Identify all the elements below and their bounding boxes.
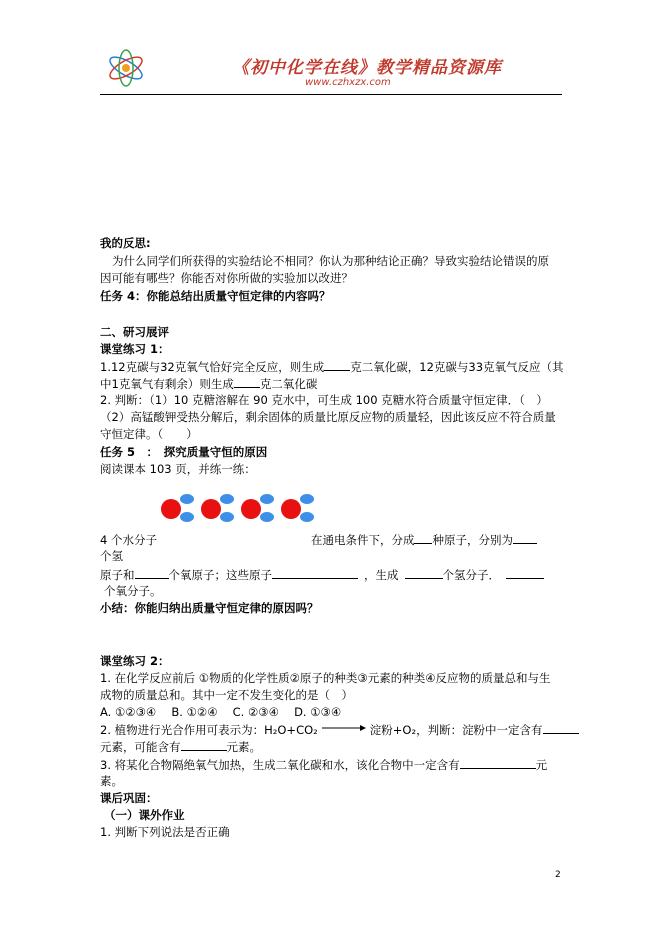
hydrogen-atom (220, 512, 234, 522)
practice2-q1-line2: 成物的质量总和。其中一定不发生变化的是（ ） (100, 688, 353, 702)
banner-title: 《初中化学在线》教学精品资源库 (232, 58, 502, 78)
blank (405, 566, 443, 579)
task5-read: 阅读课本 103 页，并练一练： (100, 462, 256, 476)
practice1-q2-line2: （2）高锰酸钾受热分解后，剩余固体的质量比原反应物的质量轻，因此该反应不符合质量 (100, 410, 556, 424)
header-rule (100, 94, 562, 95)
water-molecule (281, 494, 314, 522)
header-banner (100, 44, 562, 94)
blank (506, 566, 544, 579)
molecule-text-line1: 4 个水分子 在通电条件下，分成 种原子，分别为 (100, 531, 537, 548)
task5-heading: 任务 5 ： 探究质量守恒的原因 (100, 445, 268, 459)
summary: 小结：你能归纳出质量守恒定律的原因吗？ (100, 601, 319, 615)
practice2-q1-line1: 1. 在化学反应前后 ①物质的化学性质②原子的种类③元素的种类④反应物的质量总和与生 (100, 671, 551, 685)
blank (414, 531, 432, 544)
blank (272, 566, 358, 579)
practice2-heading: 课堂练习 2： (100, 654, 170, 668)
molecule-text-line4: 个氧分子。 (104, 584, 162, 598)
banner-url: www.czhxzx.com (305, 77, 391, 88)
hydrogen-atom (180, 494, 194, 504)
hydrogen-atom (220, 494, 234, 504)
practice1-q1-line2: 中1克氧气有剩余）则生成 克二氧化碳 (100, 377, 318, 391)
molecule-text-line2: 个氢 (100, 549, 123, 563)
reflection-line-2: 因可能有哪些？你能否对你所做的实验加以改进？ (100, 271, 353, 285)
blank (513, 531, 537, 544)
reflection-heading: 我的反思: (100, 236, 151, 250)
practice1-q2-line3: 守恒定律。（ ） (100, 427, 198, 441)
molecule-text-line3: 原子和 个氧原子；这些原子 ，生成 个氢分子． (100, 566, 544, 583)
practice2-q3-line1: 3. 将某化合物隔绝氧气加热，生成二氧化碳和水，该化合物中一定含有 元 (100, 758, 548, 772)
oxygen-atom (201, 499, 221, 519)
practice2-options: A. ①②③④ B. ①②④ C. ②③④ D. ①③④ (100, 705, 342, 719)
hydrogen-atom (300, 512, 314, 522)
practice2-q3-line2: 素。 (100, 774, 123, 788)
oxygen-atom (241, 499, 261, 519)
blank (324, 358, 350, 371)
water-molecules-diagram (158, 490, 318, 530)
blank (234, 375, 260, 388)
practice1-q2-line1: 2. 判断：（1）10 克糖溶解在 90 克水中，可生成 100 克糖水符合质量守恒定律．（ ） (100, 393, 548, 407)
oxygen-atom (161, 499, 181, 519)
after-class-q1: 1. 判断下列说法是否正确 (100, 825, 230, 839)
blank (543, 721, 579, 734)
hydrogen-atom (300, 494, 314, 504)
after-class-heading: 课后巩固： (100, 791, 158, 805)
water-molecule (201, 494, 234, 522)
reflection-line-1: 为什么同学们所获得的实验结论不相同？你认为那种结论正确？导致实验结论错误的原 (112, 254, 549, 268)
practice2-q2-line2: 元素，可能含有 元素。 (100, 740, 261, 754)
blank (460, 756, 536, 769)
water-molecule (161, 494, 194, 522)
hydrogen-atom (180, 512, 194, 522)
blank (181, 738, 227, 751)
arrow-icon (322, 719, 366, 735)
page-number: 2 (555, 870, 561, 880)
practice1-q1-line1: 1.12克碳与32克氧气恰好完全反应，则生成 克二氧化碳，12克碳与33克氧气反应（其 (100, 360, 564, 374)
blank (135, 566, 169, 579)
oxygen-atom (281, 499, 301, 519)
practice1-heading: 课堂练习 1： (100, 342, 170, 356)
atom-logo-icon (104, 46, 148, 90)
hydrogen-atom (260, 512, 274, 522)
section-heading-2: 二、研习展评 (100, 325, 169, 339)
after-class-sub: （一）课外作业 (104, 808, 185, 822)
water-molecule (241, 494, 274, 522)
hydrogen-atom (260, 494, 274, 504)
task4: 任务 4：你能总结出质量守恒定律的内容吗？ (100, 289, 331, 303)
practice2-q2-line1: 2. 植物进行光合作用可表示为：H₂O+CO₂ 淀粉+O₂，判断：淀粉中一定含有 (100, 721, 579, 738)
